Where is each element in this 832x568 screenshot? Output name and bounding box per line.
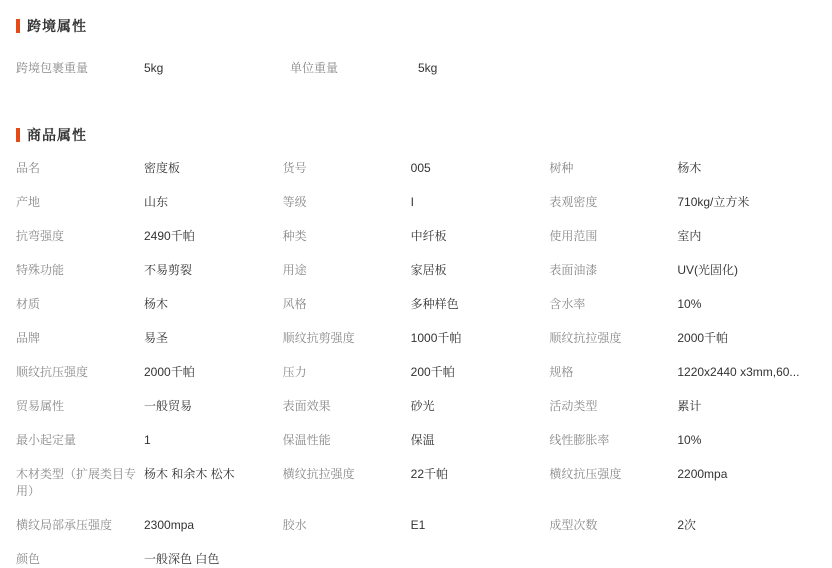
attribute-cell bbox=[283, 194, 550, 211]
attribute-label: 顺纹抗拉强度 bbox=[549, 331, 622, 345]
cross-border-section-title bbox=[16, 16, 87, 36]
attribute-value bbox=[677, 551, 816, 568]
attribute-cell bbox=[283, 432, 550, 449]
attribute-value: 多种样色 bbox=[410, 297, 459, 311]
attribute-label: 线性膨胀率 bbox=[549, 433, 610, 447]
attribute-cell bbox=[16, 551, 283, 568]
attribute-cell bbox=[283, 551, 550, 568]
attribute-value bbox=[411, 551, 550, 568]
attribute-cell bbox=[16, 364, 283, 381]
attribute-row bbox=[16, 296, 816, 313]
attribute-cell bbox=[283, 398, 550, 415]
attribute-cell bbox=[283, 466, 550, 500]
attribute-value: 2次 bbox=[677, 518, 697, 532]
attribute-value: 2300mpa bbox=[144, 518, 195, 532]
attribute-cell bbox=[16, 228, 283, 245]
section-marker-icon bbox=[16, 128, 20, 142]
attribute-row bbox=[16, 228, 816, 245]
attribute-label: 等级 bbox=[282, 195, 307, 209]
attribute-label: 表面油漆 bbox=[549, 263, 598, 277]
attribute-label: 保温性能 bbox=[282, 433, 331, 447]
attribute-cell bbox=[549, 364, 816, 381]
product-attributes-section-title bbox=[16, 125, 87, 145]
attribute-cell bbox=[16, 160, 283, 177]
attribute-label: 横纹抗压强度 bbox=[549, 467, 622, 481]
attribute-label: 抗弯强度 bbox=[16, 229, 65, 243]
attribute-label: 品名 bbox=[16, 161, 41, 175]
attribute-value: 杨木 和余木 松木 bbox=[144, 467, 235, 481]
attribute-label: 活动类型 bbox=[549, 399, 598, 413]
attribute-label bbox=[283, 551, 411, 568]
attribute-value: 杨木 bbox=[144, 297, 169, 311]
attribute-row bbox=[16, 398, 816, 415]
attribute-label: 成型次数 bbox=[549, 518, 598, 532]
attribute-value: 家居板 bbox=[410, 263, 447, 277]
attribute-cell bbox=[283, 228, 550, 245]
attribute-value: 累计 bbox=[677, 399, 702, 413]
attribute-value: 1220x2440 x3mm,60... bbox=[677, 365, 800, 379]
attribute-label: 产地 bbox=[16, 195, 41, 209]
cross-border-field bbox=[290, 60, 564, 77]
attribute-cell bbox=[549, 466, 816, 500]
attribute-cell bbox=[16, 296, 283, 313]
attribute-cell bbox=[549, 296, 816, 313]
attribute-value: I bbox=[410, 195, 415, 209]
attribute-label: 压力 bbox=[282, 365, 307, 379]
field-value: 5kg bbox=[144, 61, 164, 75]
attribute-label: 顺纹抗剪强度 bbox=[282, 331, 355, 345]
cross-border-title-text: 跨境属性 bbox=[27, 18, 87, 34]
attribute-value: 10% bbox=[677, 433, 702, 447]
attribute-label: 含水率 bbox=[549, 297, 586, 311]
attribute-value: 中纤板 bbox=[410, 229, 447, 243]
attribute-label bbox=[549, 551, 677, 568]
attribute-cell bbox=[283, 330, 550, 347]
attribute-cell bbox=[283, 160, 550, 177]
product-attributes-grid bbox=[16, 160, 816, 568]
attribute-row bbox=[16, 262, 816, 279]
attribute-value: 22千帕 bbox=[410, 467, 449, 481]
attribute-value: 10% bbox=[677, 297, 702, 311]
attribute-value: 2490千帕 bbox=[144, 229, 195, 243]
attribute-cell bbox=[549, 330, 816, 347]
attribute-label: 规格 bbox=[549, 365, 574, 379]
attribute-value: 2200mpa bbox=[677, 467, 728, 481]
attribute-row bbox=[16, 551, 816, 568]
attribute-cell bbox=[16, 194, 283, 211]
attribute-label: 用途 bbox=[282, 263, 307, 277]
attribute-label: 种类 bbox=[282, 229, 307, 243]
attribute-cell bbox=[16, 330, 283, 347]
attribute-label: 胶水 bbox=[282, 518, 307, 532]
attribute-label: 特殊功能 bbox=[16, 263, 65, 277]
attribute-cell bbox=[283, 296, 550, 313]
field-value: 5kg bbox=[418, 61, 438, 75]
attribute-label: 顺纹抗压强度 bbox=[16, 365, 89, 379]
attribute-label: 颜色 bbox=[16, 552, 41, 566]
section-marker-icon bbox=[16, 19, 20, 33]
attribute-row bbox=[16, 160, 816, 177]
attribute-value: 一般贸易 bbox=[144, 399, 193, 413]
attribute-label: 表观密度 bbox=[549, 195, 598, 209]
attribute-label: 品牌 bbox=[16, 331, 41, 345]
cross-border-attributes bbox=[16, 60, 816, 77]
product-attributes-title-text: 商品属性 bbox=[27, 127, 87, 143]
attribute-row bbox=[16, 466, 816, 500]
attribute-value: 1 bbox=[144, 433, 151, 447]
attribute-value: UV(光固化) bbox=[677, 263, 739, 277]
attribute-label: 使用范围 bbox=[549, 229, 598, 243]
attribute-value: 不易剪裂 bbox=[144, 263, 193, 277]
attribute-value: 密度板 bbox=[144, 161, 181, 175]
attribute-cell bbox=[16, 432, 283, 449]
attribute-cell bbox=[549, 262, 816, 279]
attribute-label: 贸易属性 bbox=[16, 399, 65, 413]
attribute-value: 2000千帕 bbox=[677, 331, 729, 345]
attribute-cell bbox=[16, 466, 283, 500]
attribute-value: 杨木 bbox=[677, 161, 702, 175]
attribute-label: 货号 bbox=[282, 161, 307, 175]
attribute-value: 保温 bbox=[410, 433, 435, 447]
field-label: 单位重量 bbox=[290, 61, 339, 75]
attribute-label: 横纹局部承压强度 bbox=[16, 518, 113, 532]
attribute-value: E1 bbox=[410, 518, 426, 532]
attribute-cell bbox=[283, 517, 550, 534]
attribute-cell bbox=[549, 228, 816, 245]
attribute-cell bbox=[283, 262, 550, 279]
attribute-row bbox=[16, 517, 816, 534]
attribute-label: 表面效果 bbox=[282, 399, 331, 413]
attribute-value: 005 bbox=[410, 161, 431, 175]
attribute-row bbox=[16, 432, 816, 449]
attribute-cell bbox=[549, 517, 816, 534]
attribute-value: 山东 bbox=[144, 195, 169, 209]
attribute-value: 易圣 bbox=[144, 331, 169, 345]
attribute-label: 最小起定量 bbox=[16, 433, 77, 447]
attribute-cell bbox=[549, 432, 816, 449]
attribute-label: 风格 bbox=[282, 297, 307, 311]
attribute-row bbox=[16, 194, 816, 211]
attribute-cell bbox=[283, 364, 550, 381]
attribute-label: 树种 bbox=[549, 161, 574, 175]
attribute-value: 1000千帕 bbox=[410, 331, 462, 345]
attribute-label: 横纹抗拉强度 bbox=[282, 467, 355, 481]
attribute-cell bbox=[16, 262, 283, 279]
attribute-value: 砂光 bbox=[410, 399, 435, 413]
attribute-cell bbox=[549, 194, 816, 211]
attribute-value: 2000千帕 bbox=[144, 365, 195, 379]
attribute-label: 木材类型（扩展类目专用） bbox=[16, 467, 137, 498]
attribute-row bbox=[16, 330, 816, 347]
attribute-cell bbox=[549, 160, 816, 177]
attribute-cell bbox=[549, 551, 816, 568]
attribute-row bbox=[16, 364, 816, 381]
field-label: 跨境包裹重量 bbox=[16, 61, 89, 75]
attribute-label: 材质 bbox=[16, 297, 41, 311]
attribute-value: 200千帕 bbox=[410, 365, 455, 379]
cross-border-field bbox=[16, 60, 290, 77]
attribute-value: 710kg/立方米 bbox=[677, 195, 750, 209]
attribute-cell bbox=[16, 398, 283, 415]
attribute-value: 一般深色 白色 bbox=[144, 552, 220, 566]
attribute-cell bbox=[16, 517, 283, 534]
attribute-value: 室内 bbox=[677, 229, 702, 243]
attribute-cell bbox=[549, 398, 816, 415]
